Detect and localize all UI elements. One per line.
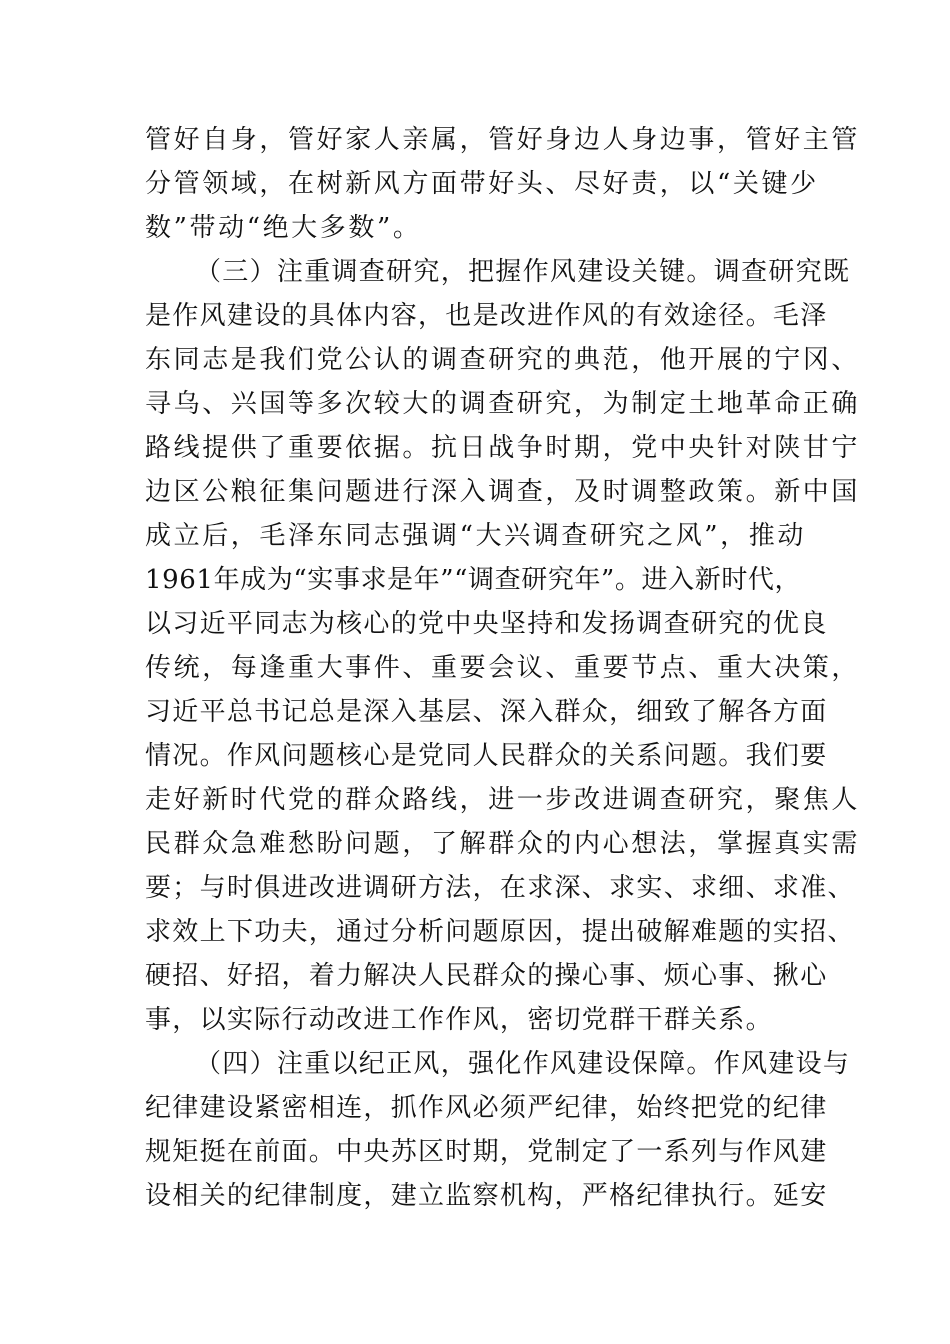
text-line: 管好自身，管好家人亲属，管好身边人身边事，管好主管 <box>145 125 861 155</box>
text-line: 求效上下功夫，通过分析问题原因，提出破解难题的实招、 <box>145 917 855 947</box>
text-line: 硬招、好招，着力解决人民群众的操心事、烦心事、揪心 <box>145 961 828 991</box>
text-line: 路线提供了重要依据。抗日战争时期，党中央针对陕甘宁 <box>145 433 861 463</box>
text-line: 传统，每逢重大事件、重要会议、重要节点、重大决策， <box>145 653 861 683</box>
text-line: 习近平总书记总是深入基层、深入群众，细致了解各方面 <box>145 697 828 727</box>
text-line: 民群众急难愁盼问题，了解群众的内心想法，掌握真实需 <box>145 829 861 859</box>
text-line: 寻乌、兴国等多次较大的调查研究，为制定土地革命正确 <box>145 389 861 419</box>
text-line: 规矩挺在前面。中央苏区时期，党制定了一系列与作风建 <box>145 1137 828 1167</box>
text-line: 设相关的纪律制度，建立监察机构，严格纪律执行。延安 <box>145 1181 828 1211</box>
text-line: 1961年成为“实事求是年”“调查研究年”。进入新时代， <box>145 565 802 595</box>
text-line: 要；与时俱进改进调研方法，在求深、求实、求细、求准、 <box>145 873 855 903</box>
text-line: 纪律建设紧密相连，抓作风必须严纪律，始终把党的纪律 <box>145 1093 828 1123</box>
text-line: 走好新时代党的群众路线，进一步改进调查研究，聚焦人 <box>145 785 861 815</box>
section-heading-line: （三）注重调查研究，把握作风建设关键。调查研究既 <box>195 257 851 287</box>
section-heading-line: （四）注重以纪正风，强化作风建设保障。作风建设与 <box>195 1049 851 1079</box>
text-line: 东同志是我们党公认的调查研究的典范，他开展的宁冈、 <box>145 345 861 375</box>
text-line: 分管领域，在树新风方面带好头、尽好责，以“关键少 <box>145 169 819 199</box>
text-line: 事，以实际行动改进工作作风，密切党群干群关系。 <box>145 1005 773 1035</box>
text-line: 以习近平同志为核心的党中央坚持和发扬调查研究的优良 <box>145 609 828 639</box>
text-line: 成立后，毛泽东同志强调“大兴调查研究之风”，推动 <box>145 521 806 551</box>
text-line: 数”带动“绝大多数”。 <box>145 213 422 243</box>
text-line: 边区公粮征集问题进行深入调查，及时调整政策。新中国 <box>145 477 861 507</box>
text-line: 是作风建设的具体内容，也是改进作风的有效途径。毛泽 <box>145 301 828 331</box>
text-line: 情况。作风问题核心是党同人民群众的关系问题。我们要 <box>145 741 828 771</box>
